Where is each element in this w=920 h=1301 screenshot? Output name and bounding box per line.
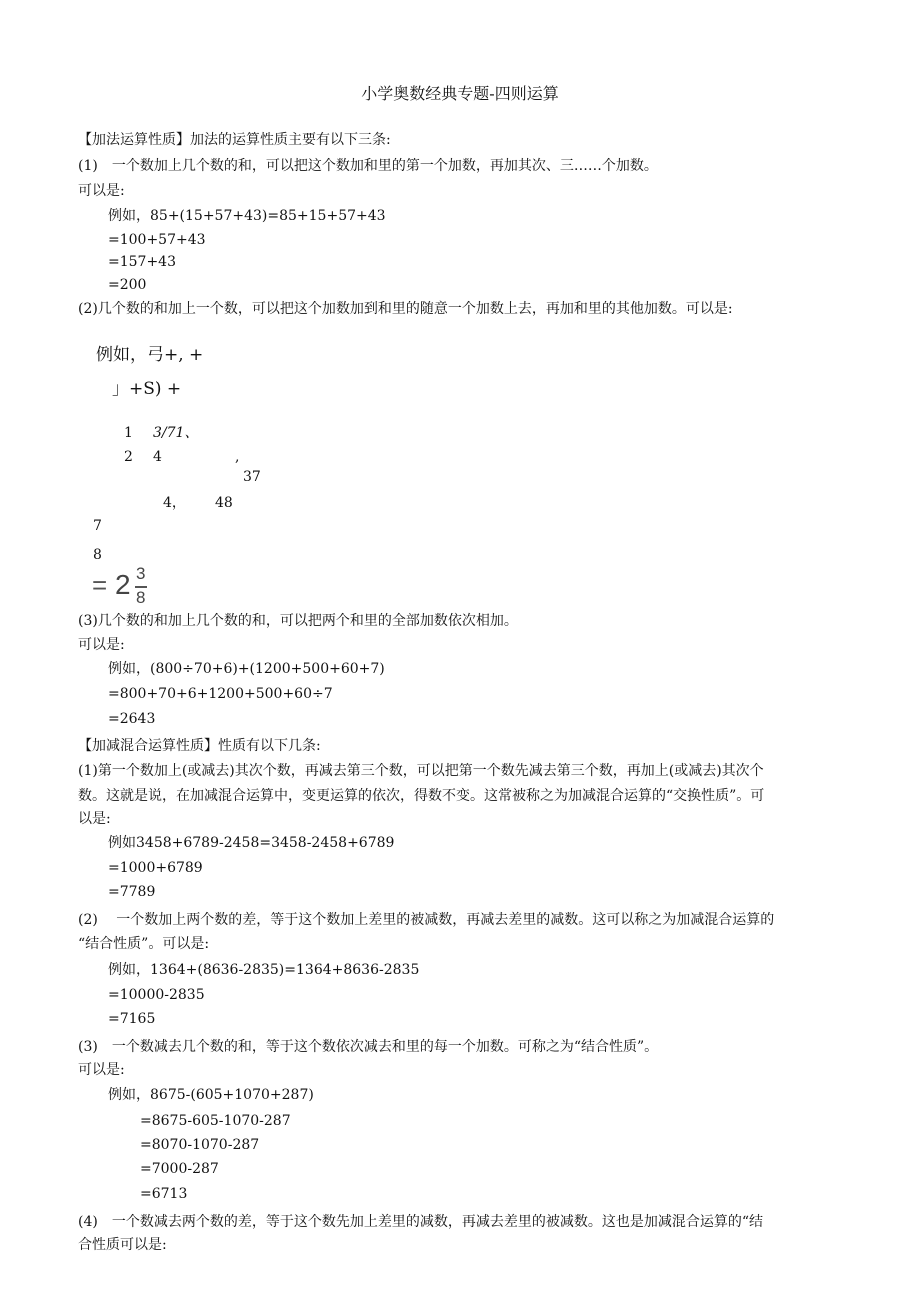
mixed-example-3-line: =6713 bbox=[140, 1186, 188, 1202]
garbled-fragment: 8 bbox=[93, 547, 102, 563]
mixed-example-1-line: =7789 bbox=[108, 884, 156, 900]
addition-example-1-line: =100+57+43 bbox=[108, 232, 206, 248]
garbled-fragment: 2 bbox=[124, 449, 133, 465]
mixed-example-1-line: 例如3458+6789-2458=3458-2458+6789 bbox=[108, 835, 395, 851]
garbled-fragment: 48 bbox=[215, 495, 233, 511]
mixed-example-3-line: =8675-605-1070-287 bbox=[140, 1113, 291, 1129]
addition-rule-2: (2)几个数的和加上一个数，可以把这个加数加到和里的随意一个加数上去，再加和里的其他加数。可以是: bbox=[78, 301, 733, 317]
mixed-rule-1-line: (1)第一个数加上(或减去)其次个数，再减去第三个数，可以把第一个数先减去第三个数，再加上(或减去)其次个 bbox=[78, 763, 764, 779]
mixed-rule-4-line: 合性质可以是: bbox=[78, 1237, 167, 1253]
addition-heading: 【加法运算性质】加法的运算性质主要有以下三条: bbox=[78, 132, 391, 148]
garbled-fragment: 3/71、 bbox=[153, 425, 199, 441]
garbled-fragment: 4 bbox=[153, 449, 162, 465]
addition-example-1-line: =200 bbox=[108, 277, 147, 293]
mixed-rule-3-line: (3) 一个数减去几个数的和，等于这个数依次减去和里的每一个加数。可称之为“结合性质”。 bbox=[78, 1039, 659, 1055]
addition-example-3-line: =2643 bbox=[108, 711, 156, 727]
garbled-fragment: 4， bbox=[163, 495, 186, 511]
garbled-example-line-2: 」+S) + bbox=[112, 379, 182, 399]
mixed-example-2-line: 例如，1364+(8636-2835)=1364+8636-2835 bbox=[108, 962, 420, 978]
mixed-example-1-line: =1000+6789 bbox=[108, 860, 203, 876]
garbled-fragment: 37 bbox=[243, 469, 261, 485]
page-title: 小学奥数经典专题-四则运算 bbox=[361, 84, 559, 103]
mixed-heading: 【加减混合运算性质】性质有以下几条: bbox=[78, 738, 321, 754]
mixed-rule-2-line: (2) 一个数加上两个数的差，等于这个数加上差里的被减数，再减去差里的减数。这可以称之为加减混合运算的 bbox=[78, 912, 775, 928]
garbled-fragment: 1 bbox=[124, 425, 133, 441]
addition-rule-1: (1) 一个数加上几个数的和，可以把这个数加和里的第一个加数，再加其次、三……个加数。 bbox=[78, 158, 658, 174]
mixed-rule-3-line: 可以是: bbox=[78, 1062, 125, 1078]
garbled-example-line-1: 例如，弓+, + bbox=[96, 345, 204, 365]
mixed-example-3-line: 例如，8675-(605+1070+287) bbox=[108, 1087, 314, 1103]
mixed-example-3-line: =8070-1070-287 bbox=[140, 1137, 260, 1153]
mixed-example-3-line: =7000-287 bbox=[140, 1161, 219, 1177]
addition-rule-3: (3)几个数的和加上几个数的和，可以把两个和里的全部加数依次相加。 bbox=[78, 613, 518, 629]
garbled-fragment: , bbox=[235, 449, 240, 465]
mixed-rule-1-line: 数。这就是说，在加减混合运算中，变更运算的依次，得数不变。这常被称之为加减混合运算的“交换性质”。可 bbox=[78, 788, 765, 804]
fraction-equals: = bbox=[92, 570, 108, 600]
fraction-whole: 2 bbox=[115, 569, 131, 600]
mixed-rule-1-line: 以是: bbox=[78, 811, 111, 827]
addition-example-3-line: =800+70+6+1200+500+60÷7 bbox=[108, 686, 333, 702]
mixed-example-2-line: =10000-2835 bbox=[108, 987, 205, 1003]
garbled-fragment: 7 bbox=[93, 518, 102, 534]
addition-rule-3-cont: 可以是: bbox=[78, 637, 125, 653]
mixed-number-image bbox=[92, 566, 154, 608]
fraction-denominator: 8 bbox=[136, 588, 146, 607]
addition-example-3-line: 例如，(800÷70+6)+(1200+500+60+7) bbox=[108, 661, 385, 677]
addition-example-1-line: 例如，85+(15+57+43)=85+15+57+43 bbox=[108, 208, 386, 224]
mixed-example-2-line: =7165 bbox=[108, 1011, 156, 1027]
mixed-rule-2-line: “结合性质”。可以是: bbox=[78, 936, 210, 952]
mixed-rule-4-line: (4) 一个数减去两个数的差，等于这个数先加上差里的减数，再减去差里的被减数。这也是加减混合运算的“结 bbox=[78, 1214, 763, 1230]
addition-example-1-line: =157+43 bbox=[108, 254, 176, 270]
fraction-numerator: 3 bbox=[136, 564, 146, 583]
addition-rule-1-cont: 可以是: bbox=[78, 183, 125, 199]
